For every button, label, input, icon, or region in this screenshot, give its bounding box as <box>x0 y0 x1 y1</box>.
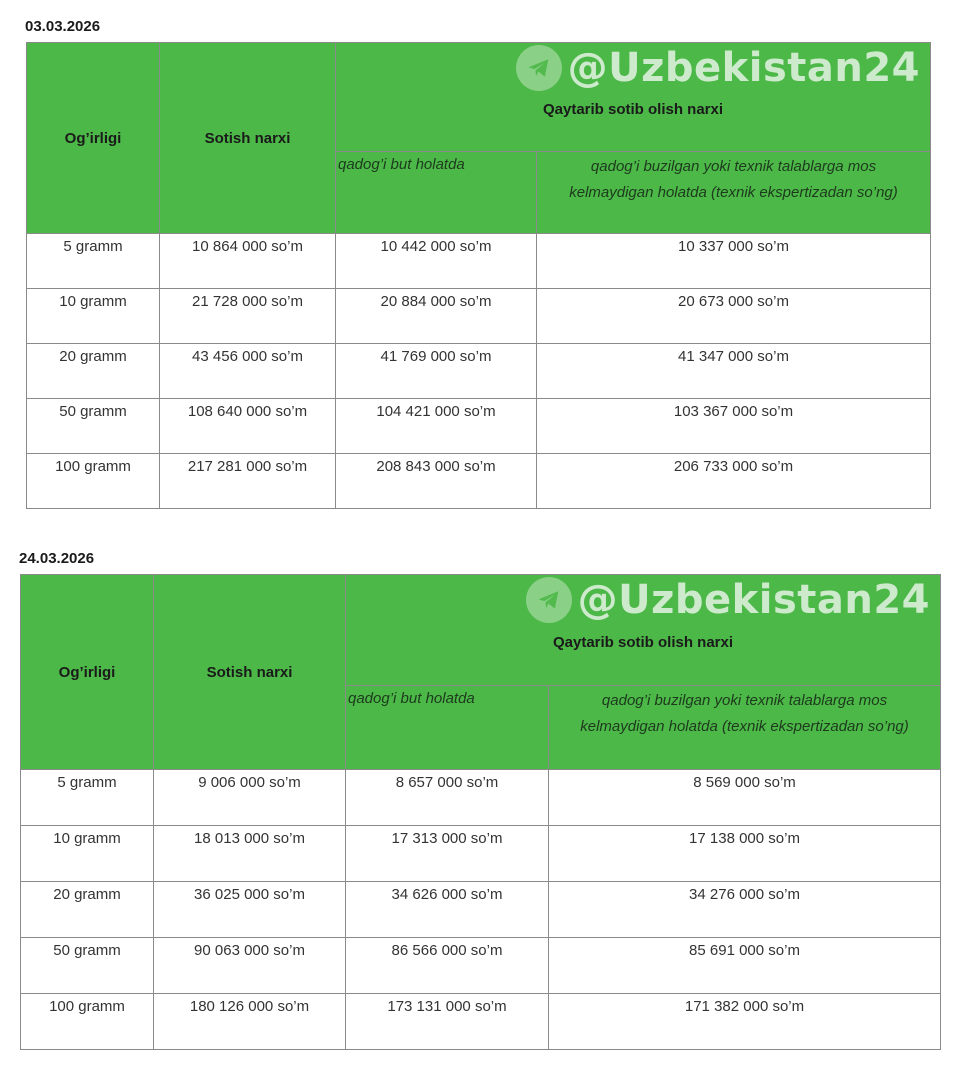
table-row <box>21 882 941 938</box>
intact-cell: 8 657 000 so’m <box>346 770 549 826</box>
header-sale-price: Sotish narxi <box>154 575 346 770</box>
intact-cell: 104 421 000 so’m <box>336 399 537 454</box>
sale-cell: 217 281 000 so’m <box>160 454 336 509</box>
intact-cell: 86 566 000 so’m <box>346 938 549 994</box>
header-buyback-label: Qaytarib sotib olish narxi <box>542 100 724 118</box>
weight-cell: 100 gramm <box>27 454 160 509</box>
damaged-cell: 206 733 000 so’m <box>537 454 931 509</box>
sale-cell: 10 864 000 so’m <box>160 234 336 289</box>
sale-cell: 180 126 000 so’m <box>154 994 346 1050</box>
watermark-text: @Uzbekistan24 <box>567 45 921 91</box>
price-table <box>20 574 941 1050</box>
table-row <box>21 938 941 994</box>
weight-cell: 20 gramm <box>21 882 154 938</box>
header-buyback-price <box>336 43 931 152</box>
weight-cell: 50 gramm <box>21 938 154 994</box>
header-damaged: qadog’i buzilgan yoki texnik talablarga mos kelmaydigan holatda (texnik ekspertizadan so’ng) <box>549 686 941 770</box>
telegram-icon <box>516 45 562 91</box>
header-sale-price: Sotish narxi <box>160 43 336 234</box>
weight-cell: 5 gramm <box>21 770 154 826</box>
intact-cell: 20 884 000 so’m <box>336 289 537 344</box>
intact-cell: 34 626 000 so’m <box>346 882 549 938</box>
damaged-cell: 17 138 000 so’m <box>549 826 941 882</box>
watermark <box>526 577 930 623</box>
date-label: 03.03.2026 <box>25 18 101 35</box>
table-row <box>27 234 931 289</box>
table-row <box>21 770 941 826</box>
damaged-cell: 20 673 000 so’m <box>537 289 931 344</box>
damaged-cell: 171 382 000 so’m <box>549 994 941 1050</box>
weight-cell: 50 gramm <box>27 399 160 454</box>
table-row <box>27 289 931 344</box>
table-row <box>27 454 931 509</box>
weight-cell: 20 gramm <box>27 344 160 399</box>
header-intact: qadog’i but holatda <box>336 152 537 234</box>
intact-cell: 208 843 000 so’m <box>336 454 537 509</box>
date-label: 24.03.2026 <box>19 550 95 567</box>
weight-cell: 5 gramm <box>27 234 160 289</box>
table-row <box>21 994 941 1050</box>
header-buyback-price <box>346 575 941 686</box>
watermark-text: @Uzbekistan24 <box>577 577 931 623</box>
weight-cell: 100 gramm <box>21 994 154 1050</box>
intact-cell: 41 769 000 so’m <box>336 344 537 399</box>
table-row <box>21 826 941 882</box>
damaged-cell: 10 337 000 so’m <box>537 234 931 289</box>
sale-cell: 9 006 000 so’m <box>154 770 346 826</box>
header-weight: Og’irligi <box>21 575 154 770</box>
sale-cell: 43 456 000 so’m <box>160 344 336 399</box>
sale-cell: 18 013 000 so’m <box>154 826 346 882</box>
price-table <box>26 42 931 509</box>
sale-cell: 36 025 000 so’m <box>154 882 346 938</box>
weight-cell: 10 gramm <box>21 826 154 882</box>
sale-cell: 108 640 000 so’m <box>160 399 336 454</box>
header-intact: qadog’i but holatda <box>346 686 549 770</box>
damaged-cell: 41 347 000 so’m <box>537 344 931 399</box>
header-buyback-label: Qaytarib sotib olish narxi <box>552 633 734 651</box>
damaged-cell: 8 569 000 so’m <box>549 770 941 826</box>
table-row <box>27 399 931 454</box>
intact-cell: 10 442 000 so’m <box>336 234 537 289</box>
header-damaged: qadog’i buzilgan yoki texnik talablarga mos kelmaydigan holatda (texnik ekspertizadan so’ng) <box>537 152 931 234</box>
sale-cell: 21 728 000 so’m <box>160 289 336 344</box>
watermark <box>516 45 920 91</box>
damaged-cell: 103 367 000 so’m <box>537 399 931 454</box>
weight-cell: 10 gramm <box>27 289 160 344</box>
damaged-cell: 85 691 000 so’m <box>549 938 941 994</box>
header-weight: Og’irligi <box>27 43 160 234</box>
intact-cell: 173 131 000 so’m <box>346 994 549 1050</box>
table-row <box>27 344 931 399</box>
telegram-icon <box>526 577 572 623</box>
damaged-cell: 34 276 000 so’m <box>549 882 941 938</box>
sale-cell: 90 063 000 so’m <box>154 938 346 994</box>
intact-cell: 17 313 000 so’m <box>346 826 549 882</box>
